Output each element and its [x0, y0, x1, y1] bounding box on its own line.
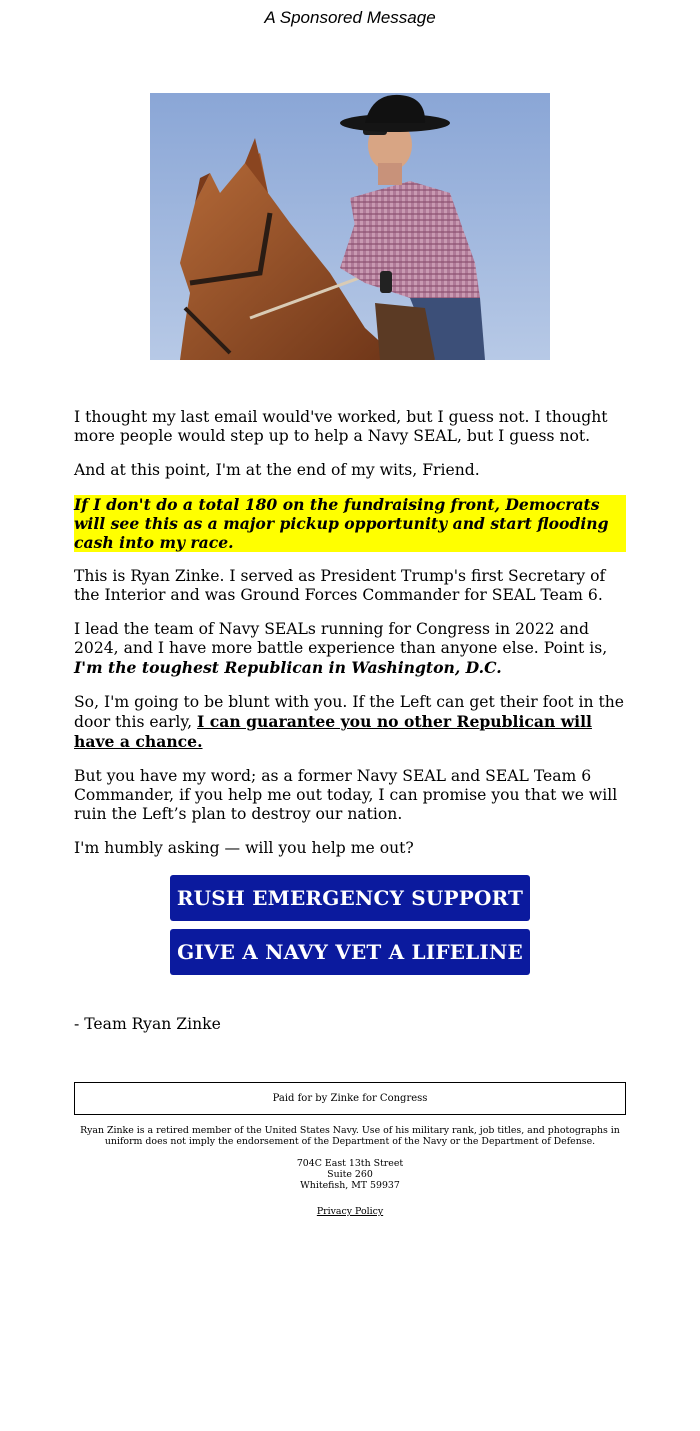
paragraph-text: I lead the team of Navy SEALs running for Congress in 2022 and 2024, and I have more battle experience than anyone else. Point is,: [74, 620, 608, 657]
paragraph: [74, 693, 626, 752]
paragraph: I thought my last email would've worked, but I guess not. I thought more people would step up to help a Navy SEAL, but I guess not.: [74, 408, 608, 445]
paragraph: But you have my word; as a former Navy SEAL and SEAL Team 6 Commander, if you help me out today, I can promise you that we will ruin the Left’s plan to destroy our nation.: [74, 767, 618, 823]
highlighted-paragraph: [74, 495, 626, 552]
sponsored-message-label: A Sponsored Message: [264, 8, 436, 27]
hero-photo: [150, 93, 550, 360]
privacy-policy-link[interactable]: Privacy Policy: [316, 1206, 384, 1217]
give-navy-vet-lifeline-button[interactable]: GIVE A NAVY VET A LIFELINE: [170, 929, 530, 975]
mailing-address: [0, 1158, 700, 1191]
rush-emergency-support-button[interactable]: RUSH EMERGENCY SUPPORT: [170, 875, 530, 921]
signature: - Team Ryan Zinke: [74, 1015, 221, 1033]
paragraph: And at this point, I'm at the end of my wits, Friend.: [74, 461, 480, 479]
paid-for-text: Paid for by Zinke for Congress: [272, 1093, 428, 1104]
highlight-text: If I don't do a total 180 on the fundraising front, Democrats will see this as a major pickup opportunity and start flooding cash into my race.: [74, 495, 626, 552]
address-line: 704C East 13th Street: [296, 1158, 404, 1169]
paragraph-text: So, I'm going to be blunt with you. If the Left can get their foot in the door this early,: [74, 693, 624, 731]
emphasis-text: I'm the toughest Republican in Washington, D.C.: [74, 658, 502, 677]
disclaimer-text: Ryan Zinke is a retired member of the United States Navy. Use of his military rank, job titles, and photographs in uniform does not imply the endorsement of the Department of the Navy or the Department of Defense.: [80, 1125, 620, 1147]
email-body: [74, 408, 626, 873]
emphasis-underlined-text: I can guarantee you no other Republican will have a chance.: [74, 712, 592, 751]
paragraph: I'm humbly asking — will you help me out?: [74, 839, 414, 857]
paid-for-box: [74, 1082, 626, 1115]
privacy-policy-container: [0, 1206, 700, 1217]
address-line: Whitefish, MT 59937: [300, 1180, 400, 1191]
paragraph: This is Ryan Zinke. I served as President Trump's first Secretary of the Interior and was Ground Forces Commander for SEAL Team 6.: [74, 567, 606, 604]
address-line: Suite 260: [327, 1169, 373, 1180]
paragraph: [74, 620, 626, 678]
